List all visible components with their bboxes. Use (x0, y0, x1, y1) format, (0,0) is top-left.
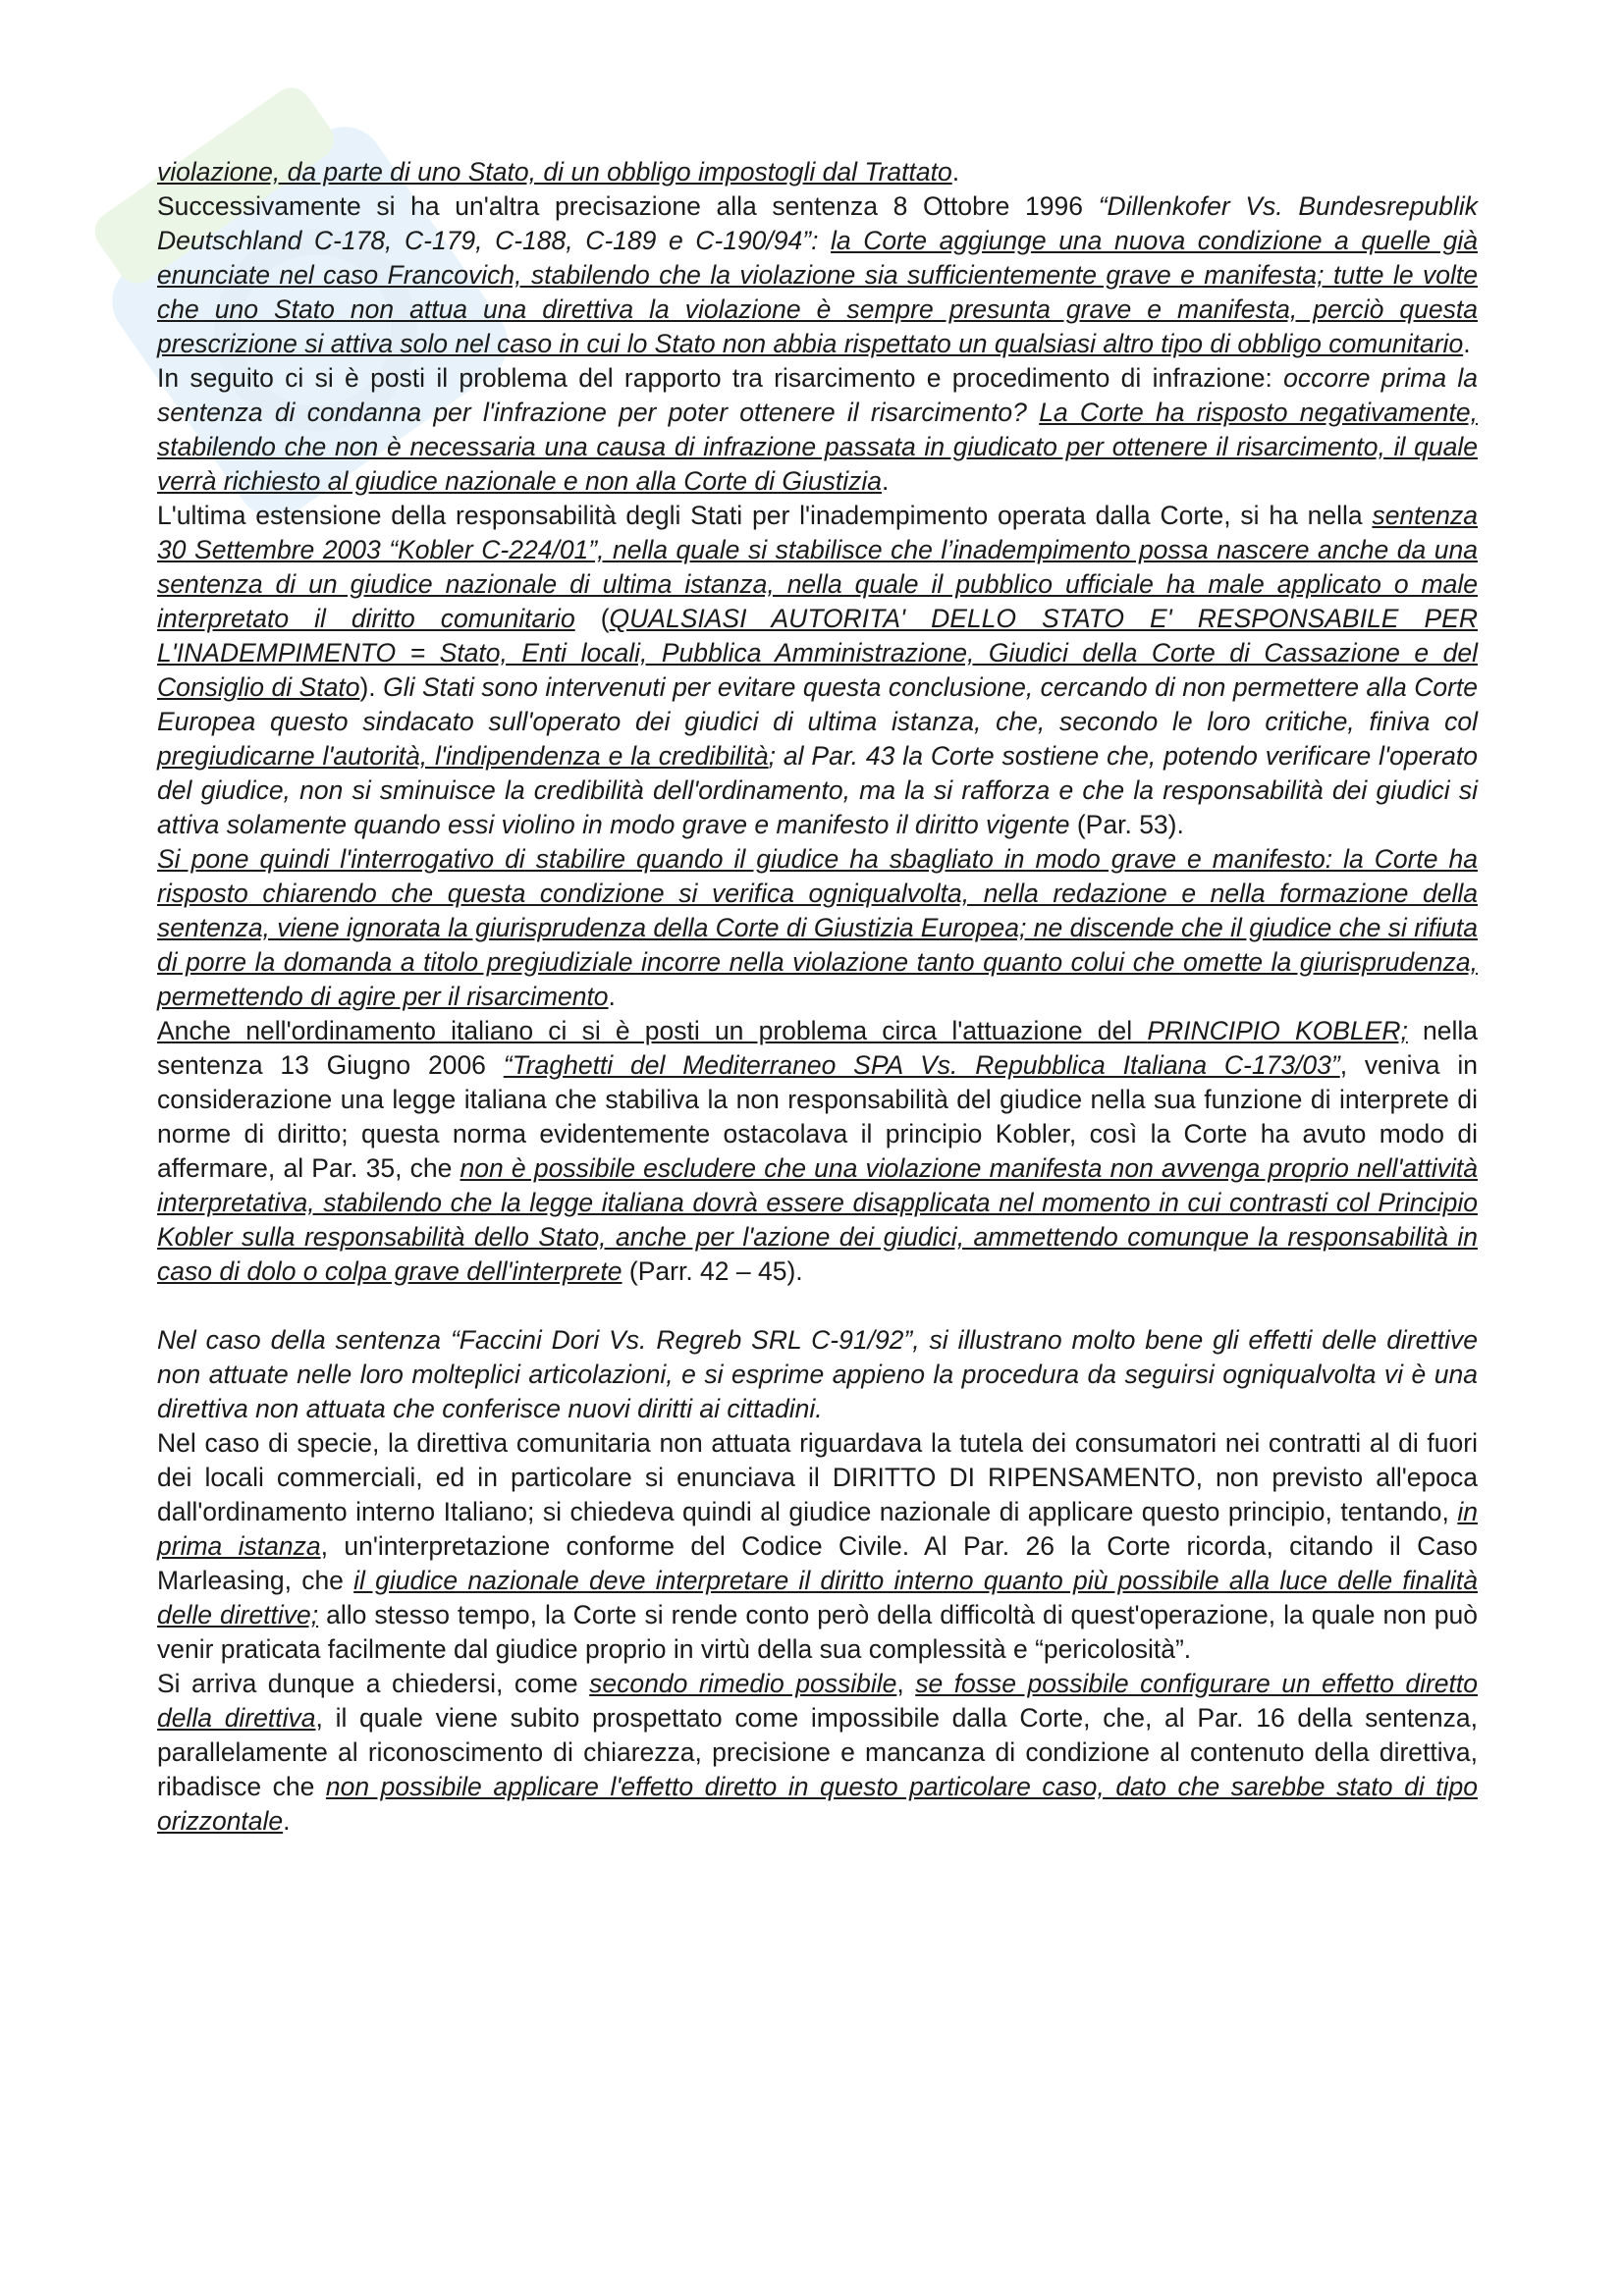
paragraph (157, 155, 1478, 189)
text-segment: L'ultima estensione della responsabilità degli Stati per l'inadempimento operata dalla Corte, si ha nella (157, 501, 1373, 530)
text-segment: non è possibile escludere che una violazione manifesta non avvenga proprio nell'attività interpretativa, stabilendo che la legge italiana dovrà essere disapplicata nel momento in cui contrasti col Principio Kobler sulla responsabilità dello Stato, anche per l'azione dei giudici, ammettendo comunque la responsabilità in caso di dolo o colpa grave dell'interprete (157, 1153, 1478, 1286)
text-segment: Nel caso della sentenza “Faccini Dori Vs. Regreb SRL C-91/92”, si illustrano molto bene gli effetti delle direttive non attuate nelle loro molteplici articolazioni, e si esprime appieno la procedura da seguirsi ogniqualvolta vi è una direttiva non attuata che conferisce nuovi diritti ai cittadini. (157, 1325, 1478, 1423)
text-segment: , veniva in considerazione una legge italiana che stabiliva la non responsabilità del giudice nella sua funzione di interprete di norme di diritto; questa norma evidentemente ostacolava il principio Kobler, così la Corte ha avuto modo di affermare, al Par. 35, che (157, 1050, 1478, 1183)
text-segment: ). (359, 672, 384, 702)
text-segment: secondo rimedio possibile (589, 1669, 897, 1698)
paragraph (157, 499, 1478, 842)
text-segment: . (608, 982, 616, 1011)
text-segment: se fosse possibile configurare un effetto diretto della direttiva (157, 1669, 1478, 1733)
paragraph (157, 189, 1478, 361)
text-segment: (Parr. 42 – 45). (622, 1256, 803, 1286)
text-segment: . (881, 466, 890, 496)
text-segment: “Traghetti del Mediterraneo SPA Vs. Repubblica Italiana C-173/03” (503, 1050, 1340, 1080)
text-segment: sentenza 30 Settembre 2003 “Kobler C-224/01”, nella quale si stabilisce che l’inadempimento possa nascere anche da una sentenza di un giudice nazionale di ultima istanza, nella quale il pubblico ufficiale ha male applicato o male interpretato il diritto comunitario (157, 501, 1478, 633)
text-segment: il giudice nazionale deve interpretare il diritto interno quanto più possibile alla luce delle finalità delle direttive; (157, 1566, 1478, 1629)
text-segment: “Dillenkofer Vs. Bundesrepublik Deutschland C-178, C-179, C-188, C-189 e C-190/94”: (157, 191, 1478, 255)
text-segment: . (951, 157, 960, 187)
text-segment: Nel caso di specie, la direttiva comunitaria non attuata riguardava la tutela dei consumatori nei contratti al di fuori dei locali commerciali, ed in particolare si enunciava il DIRITTO DI RIPENSAMENTO, non previsto all'epoca dall'ordinamento interno Italiano; si chiedeva quindi al giudice nazionale di applicare questo principio, tentando, (157, 1428, 1478, 1526)
text-segment: QUALSIASI AUTORITA' DELLO STATO E' RESPONSABILE PER L'INADEMPIMENTO = Stato, Enti locali, Pubblica Amministrazione, Giudici della Corte di Cassazione e del Consiglio di Stato (157, 604, 1478, 702)
paragraph (157, 1014, 1478, 1289)
paragraph (157, 361, 1478, 499)
text-segment: non possibile applicare l'effetto diretto in questo particolare caso, dato che sarebbe stato di tipo orizzontale (157, 1772, 1478, 1836)
text-segment: , (896, 1669, 916, 1698)
text-segment: , un'interpretazione conforme del Codice Civile. Al Par. 26 la Corte ricorda, citando il Caso Marleasing, che (157, 1531, 1479, 1595)
paragraph (157, 1323, 1478, 1426)
text-segment: Si arriva dunque a chiedersi, come (157, 1669, 590, 1698)
text-segment: allo stesso tempo, la Corte si rende conto però della difficoltà di quest'operazione, la quale non può venir praticata facilmente dal giudice proprio in virtù della sua complessità e “pericolosità”. (157, 1600, 1478, 1664)
text-segment: occorre prima la sentenza di condanna per l'infrazione per poter ottenere il risarcimento? (157, 363, 1478, 427)
paragraph (157, 1667, 1478, 1839)
paragraph (157, 842, 1478, 1014)
text-segment: ( (574, 604, 610, 633)
text-segment: Anche nell'ordinamento italiano ci si è posti un problema circa l'attuazione del (157, 1016, 1148, 1045)
text-segment: In seguito ci si è posti il problema del rapporto tra risarcimento e procedimento di infrazione: (157, 363, 1284, 393)
text-segment: , il quale viene subito prospettato come impossibile dalla Corte, che, al Par. 16 della sentenza, parallelamente al riconoscimento di chiarezza, precisione e mancanza di condizione al contenuto della direttiva, ribadisce che (157, 1703, 1479, 1801)
text-segment: PRINCIPIO KOBLER; (1147, 1016, 1408, 1045)
text-segment: . (283, 1806, 291, 1836)
document-page (157, 155, 1478, 1839)
text-segment: ; al Par. 43 la Corte sostiene che, potendo verificare l'operato del giudice, non si sminuisce la credibilità dell'ordinamento, ma la si rafforza e che la responsabilità dei giudici si attiva solamente quando essi violino in modo grave e manifesto il diritto vigente (157, 741, 1478, 839)
text-segment: nella sentenza 13 Giugno 2006 (157, 1016, 1478, 1080)
text-segment: (Par. 53). (1069, 810, 1184, 839)
text-segment: pregiudicarne l'autorità, l'indipendenza e la credibilità (157, 741, 769, 771)
text-segment: La Corte ha risposto negativamente, stabilendo che non è necessaria una causa di infrazione passata in giudicato per ottenere il risarcimento, il quale verrà richiesto al giudice nazionale e non alla Corte di Giustizia (157, 398, 1478, 496)
paragraph (157, 1426, 1478, 1667)
text-segment: in prima istanza (157, 1497, 1478, 1561)
text-segment: violazione, da parte di uno Stato, di un obbligo impostogli dal Trattato (157, 157, 952, 187)
text-segment: . (1463, 329, 1471, 358)
text-segment: la Corte aggiunge una nuova condizione a quelle già enunciate nel caso Francovich, stabilendo che la violazione sia sufficientemente grave e manifesta; tutte le volte che uno Stato non attua una direttiva la violazione è sempre presunta grave e manifesta, perciò questa prescrizione si attiva solo nel caso in cui lo Stato non abbia rispettato un qualsiasi altro tipo di obbligo comunitario (157, 226, 1478, 358)
text-segment: Si pone quindi l'interrogativo di stabilire quando il giudice ha sbagliato in modo grave e manifesto: la Corte ha risposto chiarendo che questa condizione si verifica ogniqualvolta, nella redazione e nella formazione della sentenza, viene ignorata la giurisprudenza della Corte di Giustizia Europea; ne discende che il giudice che si rifiuta di porre la domanda a titolo pregiudiziale incorre nella violazione tanto quanto colui che omette la giurisprudenza, permettendo di agire per il risarcimento (157, 844, 1478, 1011)
text-segment: Gli Stati sono intervenuti per evitare questa conclusione, cercando di non permettere alla Corte Europea questo sindacato sull'operato dei giudici di ultima istanza, che, secondo le loro critiche, finiva col (157, 672, 1478, 736)
text-segment: Successivamente si ha un'altra precisazione alla sentenza 8 Ottobre 1996 (157, 191, 1099, 221)
